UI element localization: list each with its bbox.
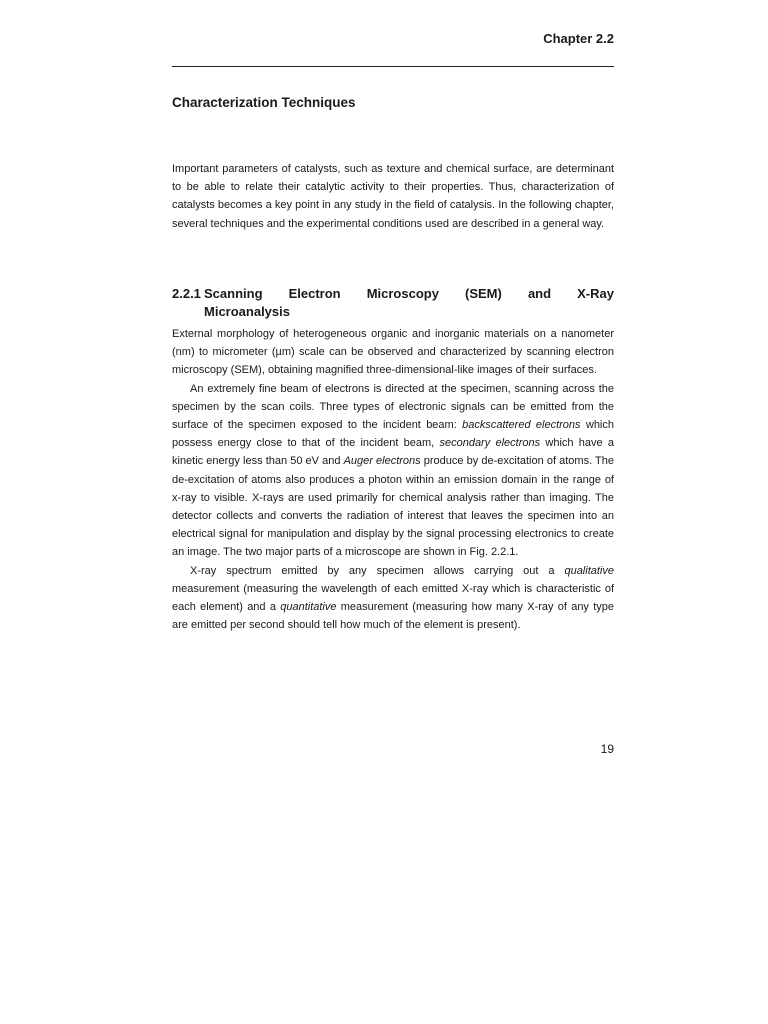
- paragraph-3: [172, 562, 614, 635]
- text-run: produce by de-excitation of atoms. The de-excitation of atoms also produces a photon within an emission domain in the range of x-ray to visible. X-rays are used primarily for chemical analysis rather than imaging. The detector collects and converts the radiation of interest that leaves the specimen into an electrical signal for manipulation and display by the signal processing electronics to create an image. The two major parts of a microscope are shown in Fig. 2.2.1.: [172, 455, 614, 559]
- section-title-line2: Microanalysis: [204, 304, 290, 319]
- paragraph-2: [172, 380, 614, 562]
- intro-paragraph: Important parameters of catalysts, such as texture and chemical surface, are determinant to be able to relate their catalytic activity to their properties. Thus, characterization of catalysts becomes a key point in any study in the field of catalysis. In the following chapter, several techniques and the experimental conditions used are described in a general way.: [172, 163, 614, 230]
- emphasis-text: qualitative: [564, 564, 614, 577]
- emphasis-text: Auger electrons: [343, 455, 421, 468]
- section-title-word: (SEM): [465, 286, 502, 301]
- section-heading: [172, 285, 614, 321]
- section-title-word: Scanning: [204, 286, 263, 301]
- text-run: which possess energy close to that of the incident beam,: [172, 419, 614, 450]
- section-title-word: and: [527, 286, 552, 301]
- emphasis-text: secondary electrons: [439, 437, 541, 450]
- text-run: measurement (measuring the wavelength of each emitted X-ray which is characteristic of each element) and a: [172, 582, 614, 614]
- header-rule: [172, 66, 614, 67]
- text-run: which have a kinetic energy less than 50 eV and: [172, 437, 614, 468]
- text-run: measurement (measuring how many X-ray of any type are emitted per second should tell how much of the element is present).: [172, 601, 614, 632]
- chapter-title: Characterization Techniques: [172, 95, 356, 110]
- section-body: [172, 325, 614, 634]
- paragraph-1: External morphology of heterogeneous organic and inorganic materials on a nanometer (nm) to micrometer (µm) scale can be observed and characterized by scanning electron microscopy (SEM), obtaining magnified three-dimensional-like images of their surfaces.: [172, 328, 614, 377]
- section-title-word: X-Ray: [577, 286, 614, 301]
- section-number: 2.2.1: [172, 286, 201, 301]
- section-title-line1: [204, 285, 614, 303]
- emphasis-text: backscattered electrons: [462, 419, 581, 432]
- text-run: X-ray spectrum emitted by any specimen allows carrying out a: [190, 564, 565, 577]
- section-title-word: Electron: [288, 286, 341, 301]
- page-number: 19: [600, 742, 614, 756]
- emphasis-text: quantitative: [280, 601, 337, 614]
- text-run: An extremely fine beam of electrons is directed at the specimen, scanning across the specimen by the scan coils. Three types of electronic signals can be emitted from the surface of the specimen exposed to the incident beam:: [172, 382, 614, 432]
- section-title-word: Microscopy: [366, 286, 439, 301]
- chapter-header: Chapter 2.2: [543, 31, 614, 46]
- section-title: [204, 285, 614, 321]
